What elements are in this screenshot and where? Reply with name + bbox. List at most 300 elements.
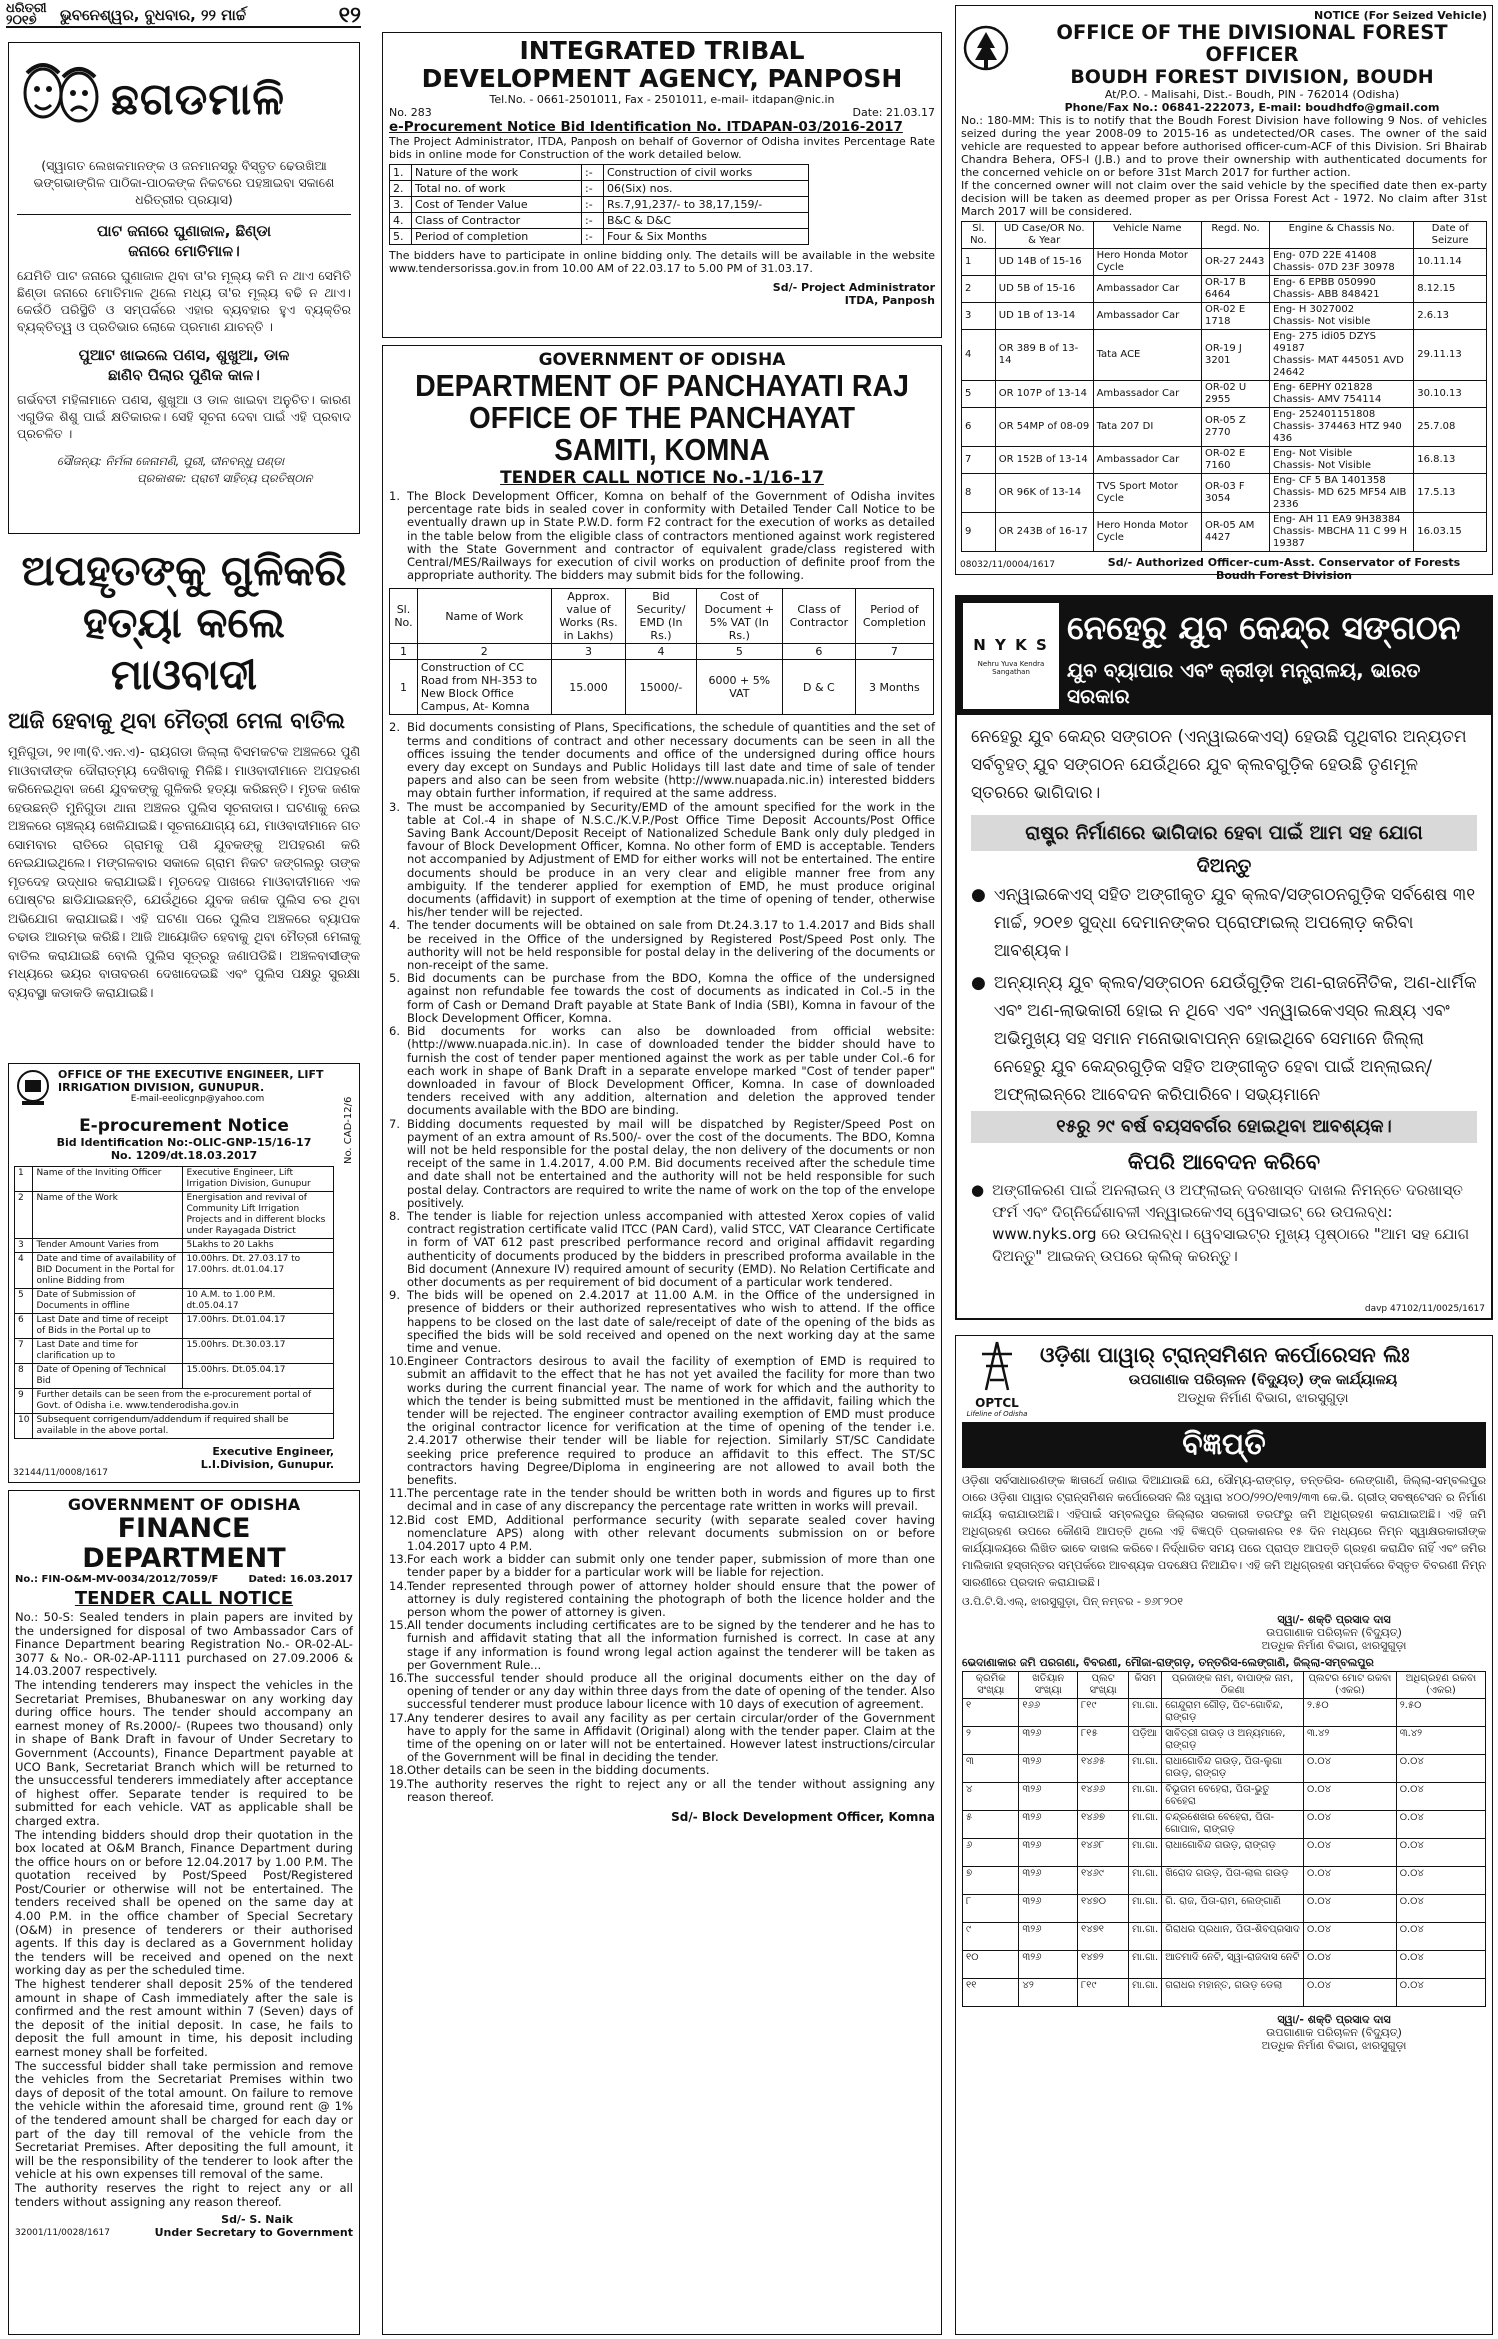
masthead-brand: ଧରିତ୍ରୀ ୨୦୧୭ [6, 1, 47, 28]
lift-irrigation-notice [8, 1063, 360, 1483]
lid-sign-1: Executive Engineer, [212, 1445, 334, 1458]
table-cell: ୨ [963, 1727, 1019, 1755]
table-header-cell: UD Case/OR No. & Year [995, 222, 1093, 249]
table-cell: OR-17 B 6464 [1202, 276, 1270, 303]
proverb-publisher: ପ୍ରକାଶକ: ପ୍ରାଚୀ ସାହିତ୍ୟ ପ୍ରତିଷ୍ଠାନ [137, 471, 313, 485]
table-cell: ୦.୦୪ [1303, 1839, 1396, 1867]
table-cell: ୮୧୯ [1078, 1979, 1129, 2007]
list-item [389, 1210, 935, 1289]
table-cell: ଖିରୋଦ ଗଉଡ଼, ପିତା-ଲାଲ ଗଉଡ଼ [1162, 1867, 1304, 1895]
nyks-logo-text: N Y K S [973, 636, 1049, 654]
table-cell: 17.5.13 [1414, 474, 1487, 513]
power-tower-icon [968, 1340, 1026, 1392]
pr-dept-2: OFFICE OF THE PANCHAYAT SAMITI, KOMNA [469, 400, 855, 467]
table-cell: ୦.୦୪ [1303, 1979, 1396, 2007]
table-cell: Tata ACE [1093, 330, 1201, 381]
table-row [962, 474, 1487, 513]
table-header-cell: ଖତିୟାନ ସଂଖ୍ୟା [1019, 1672, 1078, 1699]
list-item [389, 1289, 935, 1355]
table-row [390, 229, 809, 245]
table-cell: OR-05 Z 2770 [1202, 408, 1270, 447]
proverb-credit: ସୌଜନ୍ୟ: ନିର୍ମଳା ଜେନାମଣି, ପୁରୀ, ଦୀନବନ୍ଧୁ ପଣ୍ଡା [57, 454, 285, 468]
lid-title: E-procurement Notice [79, 1116, 289, 1136]
list-number: 10. [389, 1354, 408, 1369]
news-body: ମୁନିଗୁଡା, ୨୧।୩(ବି.ଏନ.ଏ)- ରାୟଗଡା ଜିଲ୍ଲା ବିସମକଟକ ଅଞ୍ଚଳରେ ପୁଣି ମାଓବାଦୀଙ୍କ ଦୌରାତ୍ମ୍ୟ ଦେଖିବାକୁ ମିଳିଛି। ମାଓବାଦୀମାନେ ଅପହରଣ କରିନେଇଥିବା ଜଣେ ଯୁବକଙ୍କୁ ଗୁଳିକରି ହତ୍ୟା କରିଛନ୍ତି। ମୃତକ ଜଣକ ହେଉଛନ୍ତି ମୁନିଗୁଡା ଥାନା ଅଞ୍ଚଳର ପୁଲିସ ସୂଚନାଦାତା। ଘଟଣାକୁ ନେଇ ଅଞ୍ଚଳରେ ଚାଞ୍ଚଲ୍ୟ ଖେଳିଯାଇଛି। ସୂଚନାଯୋଗ୍ୟ ଯେ, ମାଓବାଦୀମାନେ ଗତ ସୋମବାର ରାତିରେ ଗ୍ରାମକୁ ପଶି ଯୁବକଙ୍କୁ ଅପହରଣ କରି ନେଇଯାଇଥିଲେ। ମଙ୍ଗଳବାର ସକାଳେ ଗ୍ରାମ ନିକଟ ଜଙ୍ଗଲରୁ ତାଙ୍କ ମୃତଦେହ ଉଦ୍ଧାର କରାଯାଇଛି। ମୃତଦେହ ପାଖରେ ମାଓବାଦୀମାନେ ଏକ ପୋଷ୍ଟର ଛାଡିଯାଇଛନ୍ତି, ଯେଉଁଥିରେ ଯୁବକ ଜଣକ ପୁଲିସ ଚର ଥିବା ଅଭିଯୋଗ କରାଯାଇଛି। ଏହି ଘଟଣା ପରେ ପୁଲିସ ଅଞ୍ଚଳରେ ବ୍ୟାପକ ଚଢାଉ ଆରମ୍ଭ କରିଛି। ଆଜି ଆୟୋଜିତ ହେବାକୁ ଥିବା ମୈତ୍ରୀ ମେଳାକୁ ବାତିଲ କରାଯାଇଛି ବୋଲି ପୁଲିସ ସୂତ୍ରରୁ ଜଣାପଡିଛି। ଅଞ୍ଚଳବାସୀଙ୍କ ମଧ୍ୟରେ ଭୟର ବାତାବରଣ ଦେଖାଦେଇଛି ଏବଂ ପୁଲିସ ପକ୍ଷରୁ ସୁରକ୍ଷା ବ୍ୟବସ୍ଥା କଡାକଡି କରାଯାଇଛି। [8, 745, 360, 1001]
table-row [15, 1339, 334, 1364]
table-cell: 16.03.15 [1414, 513, 1487, 552]
table-header-cell: ପ୍ଲଟର ମୋଟ ରକବା (ଏକର) [1303, 1672, 1396, 1699]
table-cell: ୦.୦୪ [1303, 1923, 1396, 1951]
table-cell: Eng- 252401151808 Chassis- 374463 HTZ 940 436 [1270, 408, 1414, 447]
table-cell: ମା.ଗା. [1129, 1895, 1162, 1923]
table-cell: ରାଧାଗୋବିନ୍ଦ ଗଉଡ଼, ରାଙ୍ଗଡ଼ [1162, 1839, 1304, 1867]
nyks-title: ନେହେରୁ ଯୁବ କେନ୍ଦ୍ର ସଙ୍ଗଠନ [1067, 608, 1461, 647]
table-cell: Subsequent corrigendum/addendum if required shall be available in the above portal. [33, 1414, 334, 1439]
table-header-cell: Sl. No. [962, 222, 996, 249]
finance-sign: Sd/- S. Naik [221, 2213, 293, 2227]
table-cell: 4 [962, 330, 996, 381]
table-header-cell: ପ୍ରଜାଙ୍କ ନାମ, ବାପାଙ୍କ ନାମ, ଠିକଣା [1162, 1672, 1304, 1699]
table-cell: :- [582, 197, 604, 213]
lid-email: E-mail-eeolicgnp@yahoo.com [130, 1094, 265, 1104]
table-row [15, 1192, 334, 1239]
finance-code: 32001/11/0028/1617 [15, 2228, 110, 2239]
forest-title-1: OFFICE OF THE DIVISIONAL FOREST OFFICER [1056, 21, 1448, 66]
table-index-row [390, 644, 934, 660]
proverb-text-2: ଗର୍ଭବତୀ ମହିଳାମାନେ ପଣସ, ଶୁଖୁଆ ଓ ଡାଳ ଖାଇବା ଅନୁଚିତ। କାରଣ ଏଗୁଡିକ ଶିଶୁ ପାଇଁ କ୍ଷତିକାରକ। ସେହି ସୂଚନା ଦେବା ପାଇଁ ଏହି ପ୍ରବାଦ ପ୍ରଚଳିତ । [17, 392, 351, 441]
table-cell: ୮୧୫ [1078, 1727, 1129, 1755]
list-item [389, 1778, 935, 1804]
table-cell: 3. [390, 197, 412, 213]
list-text: Bid cost EMD, Additional performance security (with separate sealed cover having nomenclature APS) along with other relevant documents submission on or before 1.04.2017 upto 4 P.M. [407, 1512, 935, 1554]
table-cell: 7 [15, 1339, 33, 1364]
table-cell: 9 [962, 513, 996, 552]
table-cell: ୧୪୭୦ [1078, 1895, 1129, 1923]
table-cell: 1 [390, 660, 418, 715]
table-cell: ୧୪୭୧ [1078, 1923, 1129, 1951]
table-row [962, 447, 1487, 474]
table-header-cell: Vehicle Name [1093, 222, 1201, 249]
list-number: 5. [389, 971, 400, 986]
list-text: Bid documents can be purchase from the BDO, Komna the office of the undersigned against non refundable fee towards the cost of documents as indicated in Col.-5 in the form of Cash or Demand Draft payable at State Bank of India (SBI), Komna in favour of the Block Development Officer, Komna. [407, 971, 935, 1025]
table-cell: OR-27 2443 [1202, 249, 1270, 276]
table-cell: Date of Opening of Technical Bid [33, 1364, 183, 1389]
table-row [390, 181, 809, 197]
table-cell: ୦.୦୪ [1396, 1755, 1485, 1783]
proverb-heading-1: ପାଟ ଜନାରେ ଘୁଣାଜାଳ, ଛିଣ୍ଡା ଜନାରେ ମୋତିମାଳ। [96, 222, 272, 260]
table-cell: D & C [782, 660, 855, 715]
table-cell: ୪୨ [1019, 1979, 1078, 2007]
table-cell: ୩୨୬ [1019, 1839, 1078, 1867]
table-row [963, 1755, 1486, 1783]
table-cell: Cost of Tender Value [412, 197, 582, 213]
nyks-subtitle: ଯୁବ ବ୍ୟାପାର ଏବଂ କ୍ରୀଡ଼ା ମନ୍ତ୍ରାଳୟ, ଭାରତ ସରକାର [1067, 658, 1421, 708]
table-cell: Hero Honda Motor Cycle [1093, 249, 1201, 276]
news-headline[interactable]: ଅପହୃତଙ୍କୁ ଗୁଳିକରି ହତ୍ୟା କଲେ ମାଓବାଦୀ [21, 546, 347, 699]
nyks-banner: ରାଷ୍ଟ୍ର ନିର୍ମାଣରେ ଭାଗିଦାର ହେବା ପାଇଁ ଆମ ସହ ଯୋଗ [971, 815, 1477, 851]
table-cell: 3 [962, 303, 996, 330]
list-number: 4. [389, 918, 400, 933]
table-cell: ୦.୦୪ [1396, 1867, 1485, 1895]
optcl-sign-3: ଅଡ୍ଧିକ ନିର୍ମାଣ ବିଭାଗ, ଝାରସୁଗୁଡ଼ା [1261, 1639, 1407, 1652]
table-header-cell: Name of Work [417, 589, 551, 644]
list-item [389, 721, 935, 800]
table-cell: 6 [782, 644, 855, 660]
table-cell: ପଡ଼ିଆ [1129, 1727, 1162, 1755]
table-cell: 06(Six) nos. [604, 181, 809, 197]
lid-cad-number: No. CAD-12/6 [343, 1096, 354, 1164]
optcl-sign-bottom-2: ଉପଗାଣାକ ପରିଚାଳନ (ବିଦ୍ୟୁତ୍) [1266, 2026, 1402, 2039]
table-cell: OR-03 F 3054 [1202, 474, 1270, 513]
list-item [389, 1712, 935, 1765]
table-row [962, 330, 1487, 381]
itda-date: Date: 21.03.17 [852, 106, 935, 119]
table-cell: ମା.ଗା. [1129, 1951, 1162, 1979]
list-text: The tender is liable for rejection unless accompanied with attested Xerox copies of valid contract registration certificate valid ITCC (PAN Card), valid STCC, VAT Clearance Certificate in form of VAT 612 past prescribed performance record and original affidavit regarding authenticity of documents produced by the bidders in prescribed proforma available in the Bid document (Annexure IV) required amount of security (EMD). No Relation Certificate and other documents as per requirement of bid document of a particular work tendered. [407, 1208, 935, 1289]
table-cell: ମା.ଗା. [1129, 1867, 1162, 1895]
table-cell: 3 Months [855, 660, 933, 715]
table-cell: ୩୨୬ [1019, 1923, 1078, 1951]
itda-sign-2: ITDA, Panposh [844, 294, 935, 307]
itda-contact: Tel.No. - 0661-2501011, Fax - 2501011, e-mail- itdapan@nic.in [489, 93, 835, 106]
forest-sign-1: Sd/- Authorized Officer-cum-Asst. Conservator of Forests [1107, 556, 1461, 569]
table-cell: ୦.୦୪ [1396, 1895, 1485, 1923]
list-item [389, 1514, 935, 1554]
table-cell: 3 [551, 644, 626, 660]
table-row [963, 1867, 1486, 1895]
table-cell: 5 [15, 1289, 33, 1314]
table-cell: OR-02 U 2955 [1202, 381, 1270, 408]
table-cell: ୩୨୬ [1019, 1727, 1078, 1755]
list-text: The authority reserves the right to reject any or all the tender without assigning any reason thereof. [407, 1776, 935, 1804]
table-cell: 17.00hrs. Dt.01.04.17 [183, 1314, 334, 1339]
forest-address: At/P.O. - Malisahi, Dist.- Boudh, PIN - 762014 (Odisha) [1104, 88, 1400, 101]
table-cell: Eng- AH 11 EA9 9H38384 Chassis- MBCHA 11 C 99 H 19387 [1270, 513, 1414, 552]
table-cell: 1 [390, 644, 418, 660]
table-cell: ସାବିତ୍ରୀ ଗଉଡ଼ ଓ ଅନ୍ୟମାନେ, ରାଙ୍ଗଡ଼ [1162, 1727, 1304, 1755]
nyks-bullet-1: ଏନ୍ୱାଇକେଏସ୍ ସହିତ ଅଙ୍ଗୀକୃତ ଯୁବ କ୍ଲବ/ସଙ୍ଗଠନଗୁଡ଼ିକ ସର୍ବଶେଷ ୩୧ ମାର୍ଚ୍ଚ, ୨୦୧୭ ସୁଦ୍ଧା ଦେମାନଙ୍କର ପ୍ରୋଫାଇଲ୍ ଅପଲୋଡ଼ କରିବା ଆବଶ୍ୟକ। [993, 885, 1476, 961]
list-number: 13. [389, 1552, 408, 1567]
odisha-emblem-icon [14, 1068, 52, 1108]
nyks-logo [963, 603, 1059, 709]
forest-code: 08032/11/0004/1617 [960, 560, 1055, 570]
optcl-table-caption: ଭେଦାଣାକାର ଜମି ପରଗଣା, ବିବରଣୀ, ମୌଜା-ରାଙ୍ଗଡ଼, ତନ୍ତରିସ-ଲେଙ୍ଗାଣି, ଜିଲ୍ଲା-ସମ୍ବଲପୁର [962, 1656, 1374, 1669]
page-header [6, 1, 361, 28]
table-cell: ୩୨୬ [1019, 1811, 1078, 1839]
proverb-column [8, 42, 360, 534]
table-cell: ଆତମାଦି ନେଟି, ସ୍ୱା-ରାଜଦାସ ନେଟି [1162, 1951, 1304, 1979]
table-row [962, 276, 1487, 303]
table-cell: ଗି. ରାଜ, ପିତା-ରାମ, ଲେଙ୍ଗାଣି [1162, 1895, 1304, 1923]
table-cell: Four & Six Months [604, 229, 809, 245]
table-header-cell: ଅଧିଗ୍ରହଣ ରକବା (ଏକର) [1396, 1672, 1485, 1699]
table-cell: 4 [626, 644, 696, 660]
list-number: 15. [389, 1618, 408, 1633]
table-cell: Eng- 6EPHY 021828 Chassis- AMV 754114 [1270, 381, 1414, 408]
table-header-cell: Cost of Document + 5% VAT (In Rs.) [696, 589, 782, 644]
nyks-bullet-3[interactable]: ଅଙ୍ଗୀକରଣ ପାଇଁ ଅନଲାଇନ୍ ଓ ଅଫ୍‌ଲାଇନ୍ ଦରଖାସ୍ତ ଦାଖଲ ନିମନ୍ତେ ଦରଖାସ୍ତ ଫର୍ମ ଏବଂ ଦିଗ୍‌ନିର୍ଦ୍ଦେଶାବଳୀ ଏନ୍ୱାଇକେଏସ୍ ୱେବସାଇଟ୍ ରେ ଉପଲବ୍ଧ: www.nyks.org ରେ ଉପଲବ୍ଧ। ୱେବସାଇଟ୍‌ର ମୁଖ୍ୟ ପୃଷ୍ଠାରେ "ଆମ ସହ ଯୋଗ ଦିଅନ୍ତୁ" ଆଇକନ୍ ଉପରେ କ୍ଲିକ୍ କରନ୍ତୁ। [992, 1181, 1470, 1265]
table-cell: Eng- 6 EPBB 050990 Chassis- ABB 848421 [1270, 276, 1414, 303]
table-cell: Name of the Work [33, 1192, 183, 1239]
table-header-cell: Class of Contractor [782, 589, 855, 644]
table-cell: ୧୪୬୬ [1078, 1783, 1129, 1811]
pr-para-1: The Block Development Officer, Komna on behalf of the Government of Odisha invites percentage rate bids in sealed cover in conformity with Detailed Tender Call Notice to be eventually drawn up in State P.W.D. form F2 contract for the execution of works as detailed in the table below from the eligible class of contractors mentioned against work registered with the State Government and contractor of equivalent grade/class registered with Central/MES/Railways for execution of civil works on production of definite proof from the appropriate authority. The bidders may submit bids for the following. [407, 489, 935, 583]
table-header-cell: Date of Seizure [1414, 222, 1487, 249]
panchayat-tender-notice: GOVERNMENT OF ODISHA DEPARTMENT OF PANCHAYATI RAJ OFFICE OF THE PANCHAYAT SAMITI, KOMNA TENDER CALL NOTICE No.-1/16-17 1. The Block Development Officer, Komna on behalf of the Government of Odisha invites percentage rate bids in sealed cover in conformity with Detailed Tender Call Notice to be eventually drawn up in State P.W.D. form F2 contract for the execution of works as detailed in the table below from the eligible class of contractors mentioned against work registered with the State Government and contractor of equivalent grade/class registered with Central/MES/Railways for execution of civil works on production of definite proof from the appropriate authority. The bidders may submit bids for the following. Sl. No. Name of Work Approx. value of Works (Rs. in Lakhs) Bid Security/ EMD (In Rs.) Cost of Document + 5% VAT (In Rs.) Class of Contractor Period of Completion 1 2 3 4 5 6 7 1 Construction of CC Road from NH-353 to New Block Office Campus, At- Komna 15.000 15000/- 6000 + 5% VAT D & C 3 Months 2. Bid documents consisting of Plans, Specifications, the schedule of quantities and the set of terms and conditions of contract and other necessary documents can be seen in all the offices issuing the tender documents and office of the undersigned during office hours every day except on Sundays and Public Holidays till last date and time of sale of tender papers and also can be seen from website (http://www.nuapada.nic.in) interested bidders may obtain further information, if required at the same address. 3. The must be accompanied by Security/EMD of the amount specified for the work in the table at Col.-4 in shape of N.S.C./K.V.P./Post Office Time Deposit Accounts/Post Office Saving Bank Account/Deposit Receipt of Nationalized Schedule Bank only duly pledged in favour of Block Development Officer, Komna. No other form of EMD is acceptable. Tenders not accompanied by Adjustment of EMD for either works will not be entertained. The entire documents should be produce in an very clear and eligible manner free from any ambiguity. If the tenderer applied for exemption of EMD, he must produce original documents (affidavit) in support of exemption at the time of opening of tender, otherwise his/her tender will be rejected. 4. The tender documents will be obtained on sale from Dt.24.3.17 to 1.4.2017 and Bids shall be received in the Office of the undersigned by Registered Post/Speed Post only. The authority will not be held responsible for postal delay in the delivering of the documents or non-receipt of the same. 5. Bid documents can be purchase from the BDO, Komna the office of the undersigned against non refundable fee towards the cost of documents as indicated in Col.-5 in the form of Cash or Demand Draft payable at State Bank of India (SBI), Komna in favour of the Block Development Officer, Komna. 6. Bid documents for works can also be downloaded from official website: (http://www.nuapada.nic.in). In case of downloaded tender the bidder should have to furnish the cost of tender paper mentioned against the work as per table under Col.-6 for each work in shape of Bank Draft in a separate envelope marked "Cost of tender paper" downloaded in favour of Block Development Officer, Komna. In case of downloaded tenders received with any addition, alternation and deletion the approved tender documents available with the BDO are binding. 7. Bidding documents requested by mail will be dispatched by Register/Speed Post on payment of an extra amount of Rs.500/- over the cost of the documents. The BDO, Komna will not be held responsible for the postal delay, the non delivery of the documents or non receipt of the same in 1.4.2017, 4.00 P.M. Bid documents received after the schedule time and date shall not be entertained and the authority will not be held responsible for such postal delay. Contractors are required to write the name of work on the top of the envelope positively. 8. The tender is liable for rejection unless accompanied with attested Xerox copies of valid contract registration certificate valid ITCC (PAN Card), valid STCC, VAT Clearance Certificate in form of VAT 612 past prescribed performance record and original affidavit regarding authenticity of documents produced by the bidders in prescribed proforma available in the Bid document (Annexure IV) required amount of security (EMD). No Relation Certificate and other documents as per requirement of bid document of a particular work tendered. 9. The bids will be opened on 2.4.2017 at 11.00 A.M. in the Office of the undersigned in presence of bidders or their authorized representatives who wish to attend. If the office happens to be closed on the last date of sale/receipt of date of the opening of the bids as specified the bids will be sold received and opened on the next working day at the same time and venue. 10. Engineer Contractors desirous to avail the facility of exemption of EMD is required to submit an affidavit to the effect that he has not yet availed the facility for more than two works during the current financial year. The name of work for which and the authority to which the tender is being submitted must be mentioned in the affidavit, failing which the tender will be rejected. The engineer contractor availing exemption of EMD must produce the original contractor licence for verification at the time of opening of the tender i.e. 2.4.2017 otherwise their tender will be liable for rejection. Similarly ST/SC Candidate seeking price preference required to produce an affidavit to this effect. The ST/SC contractors having Degree/Diploma in engineering are not allowed to avail both the benefits. 11. The percentage rate in the tender should be written both in words and figures up to first decimal and in case of any discrepancy the percentage rate written in works will prevail. 12. Bid cost EMD, Additional performance security (with separate sealed cover having nomenclature APS) along with other relevant documents submission on or before 1.04.2017 upto 4 P.M. 13. For each work a bidder can submit only one tender paper, submission of more than one tender paper by a bidder for a particular work will be liable for rejection. 14. Tender represented through power of attorney holder should ensure that the power of attorney is duly registered containing the photograph of both the licence holder and the person whom the power of attorney is given. 15. All tender documents including certificates are to be signed by the tenderer and he has to furnish and affidavit stating that all the information furnished is correct. In case at any stage if any information is found wrong legal action against the tenderer will be taken as per Government Rule... 16. The successful tender should produce all the original documents either on the day of opening of tender or any day within three days from the date of opening of the tender. Also successful tenderer must produce labour licence with 10 days of execution of agreement. 17. Any tenderer desires to avail any facility as per certain circular/order of the Government have to apply for the same in Affidavit (Original) along with the tender paper. Claim at the time of the opening on or later will not be entertained. However latest instructions/circular of the Government will be final in deciding the tender. 18. Other details can be seen in the bidding documents. 19. The authority reserves the right to reject any or all the tender without assigning any reason thereof. Sd/- Block Development Officer, Komna [382, 345, 942, 2335]
table-cell: 3 [15, 1239, 33, 1253]
table-cell: 15.00hrs. Dt.30.03.17 [183, 1339, 334, 1364]
list-number: 2. [389, 720, 400, 735]
table-cell: 2.6.13 [1414, 303, 1487, 330]
table-cell: ୦.୦୪ [1303, 1755, 1396, 1783]
table-cell: 25.7.08 [1414, 408, 1487, 447]
list-item [389, 972, 935, 1025]
list-number: 7. [389, 1116, 400, 1131]
list-text: Bid documents for works can also be downloaded from official website: (http://www.nuapada.nic.in). In case of downloaded tender the bidder should have to furnish the cost of tender paper mentioned against the work as per table under Col.-6 for each work in shape of Bank Draft in a separate envelope marked "Cost of tender paper" downloaded in favour of Block Development Officer, Komna. In case of downloaded tenders received with any addition, alternation and deletion the approved tender documents available with the BDO are binding. [407, 1024, 935, 1118]
table-cell: ମା.ଗା. [1129, 1923, 1162, 1951]
table-cell: 16.8.13 [1414, 447, 1487, 474]
nyks-header [957, 597, 1491, 715]
table-cell: ୧୪୬୯ [1078, 1867, 1129, 1895]
list-number: 18. [389, 1763, 408, 1778]
itda-notice [382, 32, 942, 338]
table-cell: ୧୧ [963, 1979, 1019, 2007]
table-cell: 5 [962, 381, 996, 408]
lid-office: OFFICE OF THE EXECUTIVE ENGINEER, LIFT IRRIGATION DIVISION, GUNUPUR. [58, 1068, 324, 1094]
list-item [389, 801, 935, 920]
table-cell: Last Date and time for clarification up to [33, 1339, 183, 1364]
table-header-cell: Approx. value of Works (Rs. in Lakhs) [551, 589, 626, 644]
table-cell: 15.00hrs. Dt.05.04.17 [183, 1364, 334, 1389]
pr-conditions-list [389, 721, 935, 1804]
optcl-subtitle: ଉପଗାଣାକ ପରିଚାଳନ (ବିଦ୍ୟୁତ୍) ଙ୍କ କାର୍ଯ୍ୟାଳୟ [1128, 1372, 1398, 1388]
optcl-title: ଓଡ଼ିଶା ପାୱାର୍ ଟ୍ରାନ୍ସମିଶନ କର୍ପୋରେସନ ଲିଃ [1040, 1343, 1410, 1367]
list-text: All tender documents including certificates are to be signed by the tenderer and he has to furnish and affidavit stating that all the information furnished is correct. In case at any stage if any information is found wrong legal action against the tenderer will be taken as per Government Rule... [407, 1618, 935, 1672]
forest-emblem-icon [961, 22, 1011, 78]
table-cell: Nature of the work [412, 165, 582, 181]
table-cell: :- [582, 181, 604, 197]
page-number: ୧୨ [338, 2, 361, 28]
table-cell: ୩୨୬ [1019, 1895, 1078, 1923]
finance-dept: FINANCE DEPARTMENT [82, 1513, 286, 1574]
table-header-row [390, 589, 934, 644]
table-header-cell: କ୍ରମିକ ସଂଖ୍ୟା [963, 1672, 1019, 1699]
table-cell: ୩୨୬ [1019, 1783, 1078, 1811]
list-text: The must be accompanied by Security/EMD of the amount specified for the work in the table at Col.-4 in shape of N.S.C./K.V.P./Post Office Time Deposit Accounts/Post Office Saving Bank Account/Deposit Receipt of Nationalized Schedule Bank only duly pledged in favour of Block Development Officer, Komna. No other form of EMD is acceptable. Tenders not accompanied by Adjustment of EMD for either works will not be entertained. The entire documents should be produce in an very clear and eligible manner free from any ambiguity. If the tenderer applied for exemption of EMD, he must produce original documents (affidavit) in support of exemption at the time of opening of tender, otherwise his/her tender will be rejected. [407, 799, 935, 920]
table-cell: Ambassador Car [1093, 303, 1201, 330]
table-cell: ୩.୪୨ [1396, 1727, 1485, 1755]
table-cell: Tender Amount Varies from [33, 1239, 183, 1253]
table-cell: ୯ [963, 1923, 1019, 1951]
list-text: The percentage rate in the tender should be written both in words and figures up to first decimal and in case of any discrepancy the percentage rate written in works will prevail. [407, 1486, 935, 1514]
table-cell: OR 389 B of 13-14 [995, 330, 1093, 381]
table-cell: Executive Engineer, Lift Irrigation Division, Gunupur [183, 1167, 334, 1192]
list-text: Any tenderer desires to avail any facility as per certain circular/order of the Government have to apply for the same in Affidavit (Original) along with the tender paper. Claim at the time of the opening on or later will not be entertained. However latest instructions/circular of the Government will be final in deciding the tender. [407, 1710, 935, 1765]
table-cell: ୨.୫୦ [1303, 1699, 1396, 1727]
forest-notice-tag: NOTICE (For Seized Vehicle) [1314, 9, 1487, 22]
table-cell: OR 54MP of 08-09 [995, 408, 1093, 447]
table-row [390, 165, 809, 181]
table-cell: ୧୪୬୮ [1078, 1839, 1129, 1867]
table-cell: OR 152B of 13-14 [995, 447, 1093, 474]
optcl-address: ଓ.ପି.ଟି.ସି.ଏଲ୍, ଝାରସୁଗୁଡ଼ା, ପିନ୍ ନମ୍ବର - ୭୬୮୨୦୧ [962, 1595, 1183, 1608]
table-cell: OR-05 AM 4427 [1202, 513, 1270, 552]
bullet-icon: ● [971, 885, 986, 905]
table-cell: ଗେନ୍ଦୁରାମ ଗୌଡ଼, ପିଟ-ଗୋବିନ୍ଦ, ରାଙ୍ଗଡ଼ [1162, 1699, 1304, 1727]
list-number: 11. [389, 1486, 408, 1501]
table-row [963, 1895, 1486, 1923]
table-cell: Construction of civil works [604, 165, 809, 181]
bullet-icon: ● [971, 1181, 985, 1199]
nyks-logo-caption: Nehru Yuva Kendra Sangathan [977, 660, 1045, 676]
optcl-sign-bottom-1: ସ୍ୱା/- ଶକ୍ତି ପ୍ରସାଦ ଦାସ [1277, 2013, 1391, 2026]
nyks-intro: ନେହେରୁ ଯୁବ କେନ୍ଦ୍ର ସଙ୍ଗଠନ (ଏନ୍ୱାଇକେଏସ୍) ହେଉଛି ପୃଥିବୀର ଅନ୍ୟତମ ସର୍ବବୃହତ୍ ଯୁବ ସଙ୍ଗଠନ ଯେଉଁଥିରେ ଯୁବ କ୍ଲବଗୁଡ଼ିକ ହେଉଛି ତୃଣମୂଳ ସ୍ତରରେ ଭାଗିଦାର। [971, 727, 1467, 803]
table-cell: 1 [962, 249, 996, 276]
table-row [962, 408, 1487, 447]
table-row [963, 1811, 1486, 1839]
finance-body: No.: 50-S: Sealed tenders in plain papers are invited by the undersigned for disposal of two Ambassador Cars of Finance Department bearing Registration No.- OR-02-AL-3077 & No.- OR-02-AP-1111 purchased on 27.09.2006 & 14.03.2007 respectively. The intending tenderers may inspect the vehicles in the Secretariat Premises, Bhubaneswar on any working day during office hours. The tender should accompany an earnest money of Rs.2000/- (Rupees two thousand) only in shape of Bank Draft in favour of Under Secretary to Government (Accounts), Finance Department payable at UCO Bank, Secretariat Branch which will be returned to the unsuccessful tenderers immediately after acceptance of highest offer. Separate tender is required to be submitted for each vehicle. VAT as applicable shall be charged extra. The intending bidders should drop their quotation in the box located at O&M Branch, Finance Department during the office hours on or before 12.04.2017 by 1.00 P.M. The quotation received by Post/Speed Post/Registered Post/Courier or otherwise will not be entertained. The tenders received shall be opened on the same day at 4.00 P.M. in the office chamber of Special Secretary (O&M) in presence of tenderers or their authorised agents. If this day is declared as a Government holiday the tenders will be received and opened on the next working day as per the scheduled time. The highest tenderer shall deposit 25% of the tendered amount in shape of Cash immediately after the sale is confirmed and the rest amount within 7 (Seven) days of the deposit of the initial deposit. In case, he fails to deposit the full amount in time, his deposit including earnest money shall be forfeited. The successful bidder shall take permission and remove the vehicles from the Secretariat Premises within two days of deposit of the total amount. On failure to remove the vehicle within the aforesaid time, ground rent @ 1% of the tendered amount shall be charged for each day or part of the day till removal of the vehicle from the Secretariat Premises. After depositing the full amount, it will be the responsibility of the tenderer to look after the vehicle at his own expenses till removal of the same. The authority reserves the right to reject any or all tenders without assigning any reason thereof. [15, 1610, 353, 2209]
table-cell: TVS Sport Motor Cycle [1093, 474, 1201, 513]
table-header-cell: Period of Completion [855, 589, 933, 644]
table-header-row [962, 222, 1487, 249]
nyks-code: davp 47102/11/0025/1617 [1364, 1304, 1485, 1314]
table-row [963, 1979, 1486, 2007]
list-text: The bids will be opened on 2.4.2017 at 11.00 A.M. in the Office of the undersigned in presence of bidders or their authorized representatives who wish to attend. If the office happens to be closed on the last date of sale/receipt of date of the opening of the bids as specified the bids will be sold received and opened on the next working day at the same time and venue. [407, 1288, 935, 1355]
list-number: 12. [389, 1512, 408, 1527]
table-cell: ୩ [963, 1755, 1019, 1783]
table-row [963, 1699, 1486, 1727]
table-row [15, 1253, 334, 1289]
table-cell: OR 243B of 16-17 [995, 513, 1093, 552]
optcl-subtitle-2: ଅଡ୍ଧିକ ନିର୍ମାଣ ବିଭାଗ, ଝାରସୁଗୁଡ଼ା [1177, 1391, 1349, 1406]
nyks-advertisement [955, 595, 1493, 1320]
table-cell: ୦.୦୪ [1396, 1783, 1485, 1811]
table-cell: Date of Submission of Documents in offline [33, 1289, 183, 1314]
table-cell: ୧୪୬୫ [1078, 1755, 1129, 1783]
table-cell: 5 [696, 644, 782, 660]
table-cell: ୭ [963, 1867, 1019, 1895]
table-cell: ଚନ୍ଦ୍ରଶେଖର ବେହେରା, ପିତା-ଗୋପାଳ, ରାଙ୍ଗଡ଼ [1162, 1811, 1304, 1839]
table-row [15, 1289, 334, 1314]
list-text: The successful tender should produce all the original documents either on the day of opening of tender or any day within three days from the date of opening of the tender. Also successful tenderer must produce labour licence with 10 days of execution of agreement. [407, 1671, 935, 1712]
table-cell: 15.000 [551, 660, 626, 715]
list-number: 17. [389, 1710, 408, 1725]
table-cell: Last Date and time of receipt of Bids in the Portal up to [33, 1314, 183, 1339]
list-number: 19. [389, 1776, 408, 1791]
pr-sign: Sd/- Block Development Officer, Komna [671, 1810, 935, 1825]
proverb-title: ଛଗଡମାଳି [111, 73, 286, 125]
table-row [390, 660, 934, 715]
table-cell: 9 [15, 1389, 33, 1414]
table-cell: ଗରାଧର ମହାନ୍ତ, ଗଉଡ଼ ଡେଲା [1162, 1979, 1304, 2007]
pr-works-table [389, 588, 934, 715]
lid-number: No. 1209/dt.18.03.2017 [110, 1149, 258, 1162]
list-item [389, 1672, 935, 1712]
table-cell: Class of Contractor [412, 213, 582, 229]
table-cell: Total no. of work [412, 181, 582, 197]
table-cell: UD 5B of 15-16 [995, 276, 1093, 303]
table-cell: ମା.ଗା. [1129, 1839, 1162, 1867]
table-cell: ମା.ଗା. [1129, 1699, 1162, 1727]
table-cell: UD 14B of 15-16 [995, 249, 1093, 276]
optcl-logo-caption: Lifeline of Odisha [966, 1410, 1028, 1418]
table-cell: 8 [15, 1364, 33, 1389]
table-cell: Hero Honda Motor Cycle [1093, 513, 1201, 552]
table-header-cell: କିସମ [1129, 1672, 1162, 1699]
optcl-sign-2: ଉପଗାଣାକ ପରିଚାଳନ (ବିଦ୍ୟୁତ୍) [1266, 1626, 1402, 1639]
list-text: Tender represented through power of attorney holder should ensure that the power of attorney is duly registered containing the photograph of both the licence holder and the person whom the power of attorney is given. [407, 1578, 935, 1620]
nyks-age-banner: ୧୫ରୁ ୨୯ ବର୍ଷ ବୟସବର୍ଗର ହୋଇଥିବା ଆବଶ୍ୟକ। [971, 1111, 1477, 1143]
forest-notice [955, 5, 1493, 582]
pr-title: TENDER CALL NOTICE No.-1/16-17 [500, 468, 824, 488]
itda-notice-id: e-Procurement Notice Bid Identification No. ITDAPAN-03/2016-2017 [389, 119, 903, 135]
table-cell: ୧୦ [963, 1951, 1019, 1979]
list-text: The tender documents will be obtained on sale from Dt.24.3.17 to 1.4.2017 and Bids shall be received in the Office of the undersigned by Registered Post/Speed Post only. The authority will not be held responsible for postal delay in the delivering of the documents or non-receipt of the same. [407, 918, 935, 973]
table-row [15, 1364, 334, 1389]
table-cell: ୧୬୬ [1019, 1699, 1078, 1727]
list-item [389, 1355, 935, 1487]
table-cell: ଗିରାଧର ପ୍ରଧାନ, ପିତା-ଶିବପ୍ରସାଦ [1162, 1923, 1304, 1951]
list-item [389, 1553, 935, 1579]
table-cell: Period of completion [412, 229, 582, 245]
proverb-masthead [17, 49, 351, 149]
bullet-icon: ● [971, 973, 986, 993]
table-cell: ୦.୦୪ [1396, 1951, 1485, 1979]
list-item [389, 919, 935, 972]
table-row [963, 1951, 1486, 1979]
table-row [15, 1167, 334, 1192]
nyks-bullet-2: ଅନ୍ୟାନ୍ୟ ଯୁବ କ୍ଲବ/ସଙ୍ଗଠନ ଯେଉଁଗୁଡ଼ିକ ଅଣ-ରାଜନୈତିକ, ଅଣ-ଧାର୍ମିକ ଏବଂ ଅଣ-ଲାଭକାରୀ ହୋଇ ନ ଥିବେ ଏବଂ ଏନ୍ୱାଇକେଏସ୍ର ଲକ୍ଷ୍ୟ ଏବଂ ଅଭିମୁଖ୍ୟ ସହ ସମାନ ମନୋଭାବାପନ୍ନ ହୋଇଥିବେ ସେମାନେ ଜିଲ୍ଲା ନେହେରୁ ଯୁବ କେନ୍ଦ୍ରଗୁଡ଼ିକ ସହିତ ଅଙ୍ଗୀକୃତ ହେବା ପାଇଁ ଅନ୍‌ଲାଇନ୍/ଅଫ୍‌ଲାଇନ୍‌ରେ ଆବେଦନ କରିପାରିବେ। ସଭ୍ୟମାନେ [993, 973, 1477, 1105]
table-cell: ୨.୫୦ [1396, 1699, 1485, 1727]
list-text: Engineer Contractors desirous to avail the facility of exemption of EMD is required to submit an affidavit to the effect that he has not yet availed the facility for more than two works during the current financial year. The name of work for which and the authority to which the tender is being submitted must be mentioned in the affidavit, failing which the tender will be rejected. The engineer contractor availing exemption of EMD must produce the original contractor licence for verification at the time of opening of the tender i.e. 2.4.2017 otherwise their tender will be liable for rejection. Similarly ST/SC Candidate seeking price preference required to produce an affidavit to this effect. The ST/SC contractors having Degree/Diploma in engineering are not allowed to avail both the benefits. [407, 1354, 935, 1487]
nyks-join: ଦିଅନ୍ତୁ [1196, 855, 1252, 877]
forest-phone: Phone/Fax No.: 06841-222073, E-mail: boudhdfo@gmail.com [1064, 101, 1440, 114]
table-cell: Rs.7,91,237/- to 38,17,159/- [604, 197, 809, 213]
table-cell: :- [582, 165, 604, 181]
table-cell: 7 [962, 447, 996, 474]
table-cell: ୮୧୯ [1078, 1699, 1129, 1727]
table-cell: ୦.୦୪ [1303, 1895, 1396, 1923]
table-row [963, 1783, 1486, 1811]
forest-sign-2: Boudh Forest Division [1215, 569, 1352, 582]
table-row [962, 303, 1487, 330]
table-header-cell: ପ୍ଲଟ ସଂଖ୍ୟା [1078, 1672, 1129, 1699]
table-cell: ୩୨୬ [1019, 1951, 1078, 1979]
forest-title-2: BOUDH FOREST DIVISION, BOUDH [1070, 66, 1434, 88]
table-cell: ୦.୦୪ [1303, 1811, 1396, 1839]
table-row [962, 249, 1487, 276]
table-cell: ୦.୦୪ [1396, 1923, 1485, 1951]
table-row [963, 1727, 1486, 1755]
table-row [963, 1839, 1486, 1867]
table-cell: OR-02 E 7160 [1202, 447, 1270, 474]
dateline: ଭୁବନେଶ୍ୱର, ବୁଧବାର, ୨୨ ମାର୍ଚ୍ଚ [60, 6, 247, 24]
table-cell: ୬ [963, 1839, 1019, 1867]
table-cell: 6 [15, 1314, 33, 1339]
list-text: Bidding documents requested by mail will be dispatched by Register/Speed Post on payment of an extra amount of Rs.500/- over the cost of the documents. The BDO, Komna will not be held responsible for the postal delay, the non delivery of the documents or non receipt of the same in 1.4.2017, 4.00 P.M. Bid documents received after the schedule time and date shall not be entertained and the authority will not be held responsible for such postal delay. Contractors are required to write the name of work on the top of the envelope positively. [407, 1116, 935, 1210]
table-cell: 5Lakhs to 20 Lakhs [183, 1239, 334, 1253]
nyks-how-to-apply: କିପରି ଆବେଦନ କରିବେ [1127, 1150, 1321, 1174]
itda-table [389, 164, 809, 245]
table-cell: OR-02 E 1718 [1202, 303, 1270, 330]
lid-code: 32144/11/0008/1617 [13, 1468, 108, 1478]
table-cell: ୩୨୬ [1019, 1867, 1078, 1895]
table-row [15, 1414, 334, 1439]
table-cell: 1. [390, 165, 412, 181]
table-cell: ମା.ଗା. [1129, 1979, 1162, 2007]
finance-designation: Under Secretary to Government [154, 2226, 353, 2240]
table-cell: ୦.୦୪ [1396, 1839, 1485, 1867]
